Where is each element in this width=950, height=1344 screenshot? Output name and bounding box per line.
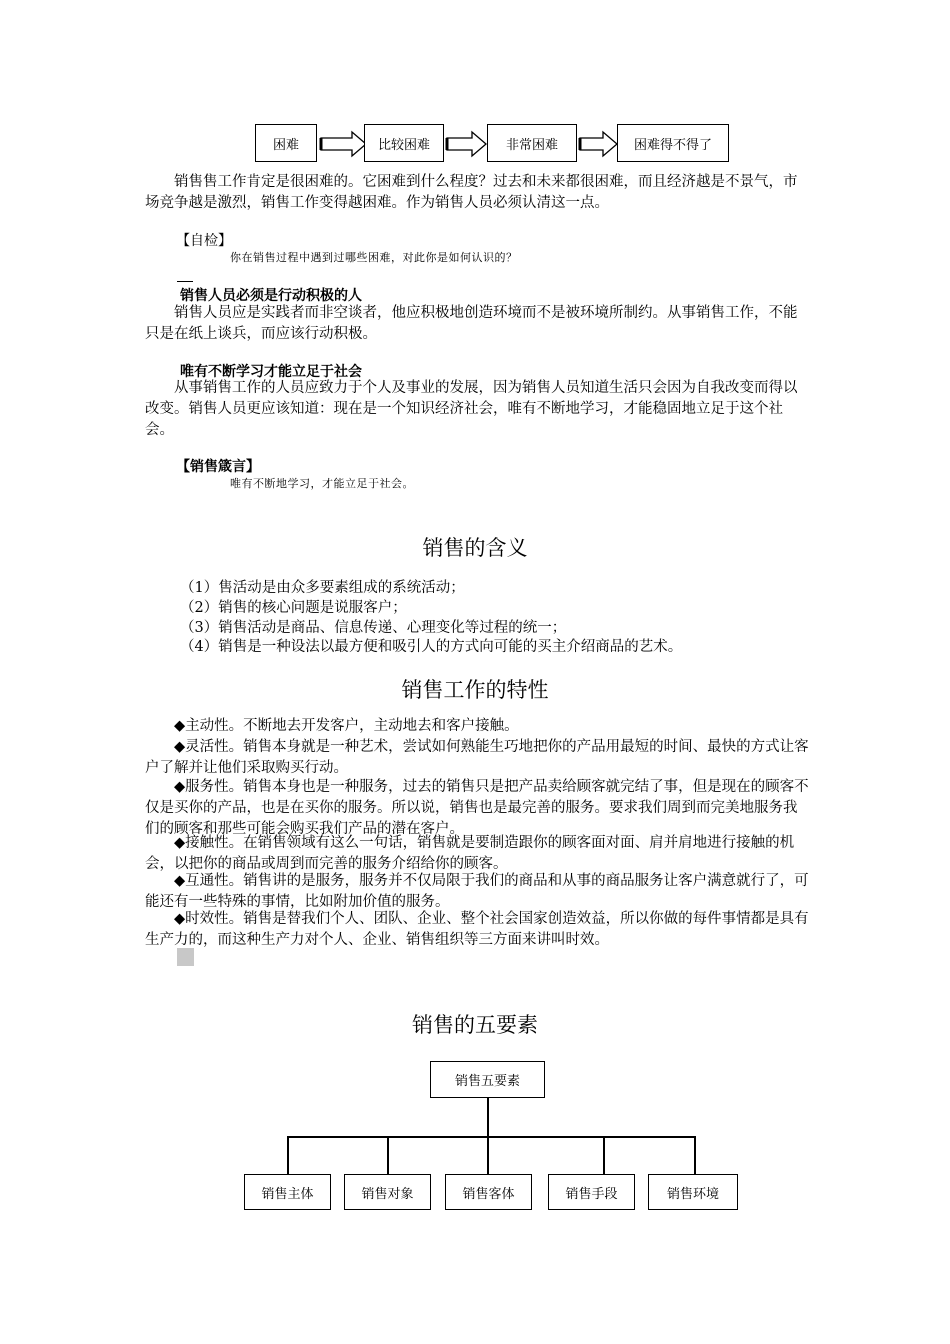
section-learning-heading: 唯有不断学习才能立足于社会 [180, 364, 362, 380]
arrow-right-icon [444, 130, 488, 158]
motto-label: 【销售箴言】 [176, 459, 260, 475]
meaning-title: 销售的含义 [422, 536, 528, 560]
connector-line [287, 1136, 289, 1174]
connector-line [603, 1136, 605, 1174]
meaning-item: （2）销售的核心问题是说服客户； [180, 600, 407, 616]
arrow-right-icon [318, 130, 368, 158]
meaning-item: （1）售活动是由众多要素组成的系统活动； [180, 580, 465, 596]
section-learning-paragraph: 从事销售工作的人员应致力于个人及事业的发展，因为销售人员知道生活只会因为自我改变而得以改变。销售人员更应该知道：现在是一个知识经济社会，唯有不断地学习，才能稳固地立足于这个社会。 [145, 380, 798, 438]
five-elements-child: 销售客体 [445, 1174, 532, 1210]
section-active-heading: 销售人员必须是行动积极的人 [180, 288, 362, 304]
characteristic-item: ◆互通性。销售讲的是服务，服务并不仅局限于我们的商品和从事的商品服务让客户满意就行了，可能还有一些特殊的事情，比如附加价值的服务。 [145, 873, 809, 910]
five-elements-child: 销售手段 [548, 1174, 635, 1210]
flow-step-4: 困难得不得了 [617, 124, 729, 162]
five-elements-child: 销售环境 [648, 1174, 738, 1210]
flow-step-1: 困难 [255, 124, 317, 162]
intro-paragraph: 销售售工作肯定是很困难的。它困难到什么程度？过去和未来都很困难，而且经济越是不景气，市场竞争越是激烈，销售工作变得越困难。作为销售人员必须认清这一点。 [145, 174, 798, 211]
five-elements-title: 销售的五要素 [412, 1013, 538, 1037]
characteristic-item: ◆灵活性。销售本身就是一种艺术，尝试如何熟能生巧地把你的产品用最短的时间、最快的方式让客户了解并让他们采取购买行动。 [145, 739, 809, 776]
self-check-label: 【自检】 [176, 233, 232, 249]
characteristic-item: ◆接触性。在销售领域有这么一句话，销售就是要制造跟你的顾客面对面、肩并肩地进行接触的机会，以把你的商品或周到而完善的服务介绍给你的顾客。 [145, 835, 795, 872]
connector-line [694, 1136, 696, 1174]
meaning-item: （3）销售活动是商品、信息传递、心理变化等过程的统一； [180, 620, 567, 636]
flow-step-2: 比较困难 [364, 124, 444, 162]
motto-text: 唯有不断地学习，才能立足于社会。 [230, 477, 414, 490]
gray-marker [177, 948, 194, 966]
connector-line [387, 1136, 389, 1174]
connector-line [487, 1136, 489, 1174]
self-check-question: 你在销售过程中遇到过哪些困难，对此你是如何认识的？ [230, 251, 518, 264]
five-elements-root: 销售五要素 [430, 1061, 545, 1098]
divider [177, 281, 193, 282]
connector-line [287, 1136, 695, 1138]
meaning-item: （4）销售是一种设法以最方便和吸引人的方式向可能的买主介绍商品的艺术。 [180, 639, 683, 655]
connector-line [487, 1098, 489, 1136]
section-active-paragraph: 销售人员应是实践者而非空谈者，他应积极地创造环境而不是被环境所制约。从事销售工作，不能只是在纸上谈兵，而应该行动积极。 [145, 305, 798, 342]
characteristic-item: ◆主动性。不断地去开发客户，主动地去和客户接触。 [174, 718, 519, 734]
five-elements-child: 销售主体 [244, 1174, 331, 1210]
characteristic-item: ◆时效性。销售是替我们个人、团队、企业、整个社会国家创造效益，所以你做的每件事情都是具有生产力的，而这种生产力对个人、企业、销售组织等三方面来讲叫时效。 [145, 911, 809, 948]
five-elements-child: 销售对象 [344, 1174, 431, 1210]
arrow-right-icon [577, 130, 619, 158]
characteristics-title: 销售工作的特性 [401, 678, 549, 702]
flow-step-3: 非常困难 [487, 124, 577, 162]
characteristic-item: ◆服务性。销售本身也是一种服务，过去的销售只是把产品卖给顾客就完结了事，但是现在的顾客不仅是买你的产品，也是在买你的服务。所以说，销售也是最完善的服务。要求我们周到而完美地服务我们的顾客和那些可能会购买我们产品的潜在客户。 [145, 779, 809, 837]
